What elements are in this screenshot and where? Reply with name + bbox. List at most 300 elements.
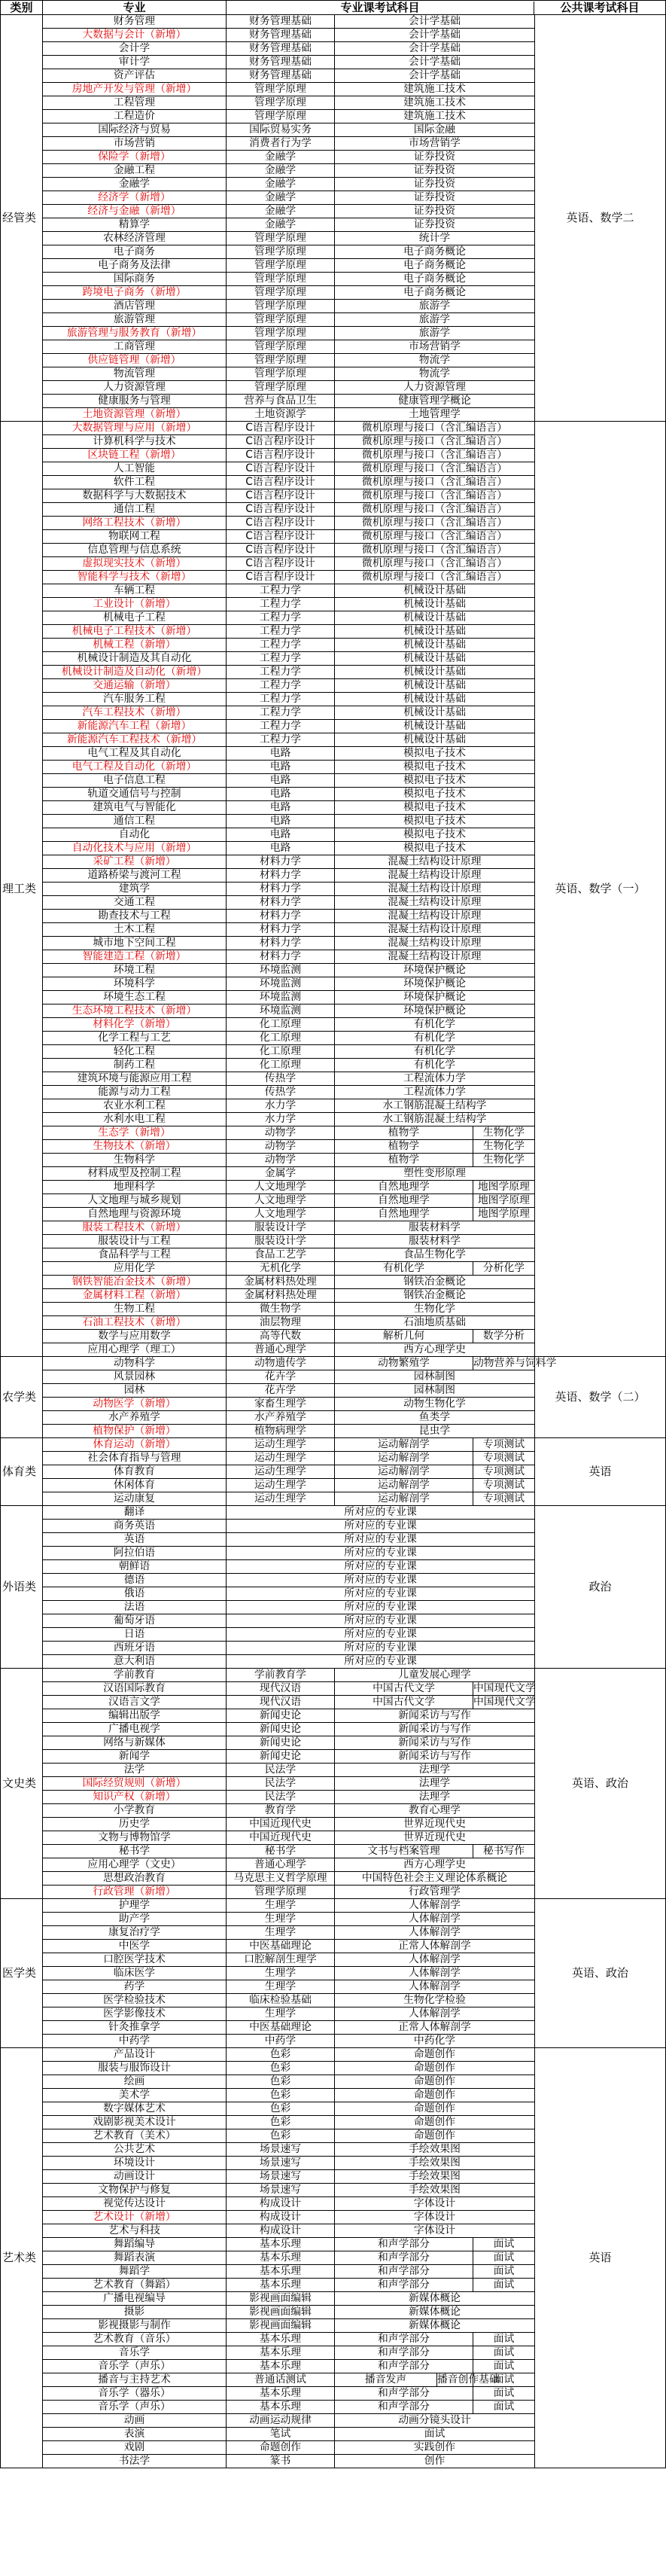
subject-cell: 创作	[335, 2455, 535, 2468]
header-subjects	[227, 1, 666, 15]
major-cell: 环境生态工程	[43, 991, 227, 1004]
subject-cell: 财务管理基础	[227, 29, 335, 42]
subject-cell: 中国现代文学	[473, 1682, 536, 1694]
subject-cell: 管理学原理	[227, 313, 335, 327]
subject-cell: 中医基础理论	[227, 1940, 335, 1953]
subject-cell: 金融学	[227, 164, 335, 178]
subject-cell: 影视画面编辑	[227, 2292, 335, 2306]
subject-cell: 工程力学	[227, 693, 335, 706]
major-cell: 编辑出版学	[43, 1709, 227, 1723]
subject-cell: 材料力学	[227, 896, 335, 910]
major-cell: 商务英语	[43, 1520, 227, 1533]
subject-cell: 动物遗传学	[227, 1357, 335, 1370]
major-cell: 经济与金融（新增）	[43, 205, 227, 218]
subject-cell: 动物繁殖学	[335, 1357, 473, 1370]
major-cell: 物流管理	[43, 367, 227, 381]
subject-cell: 生物化学	[473, 1126, 535, 1140]
subject-cell: 自然地理学	[335, 1208, 473, 1221]
major-cell: 广播电视编导	[43, 2292, 227, 2306]
subject-cell: 模拟电子技术	[335, 842, 535, 855]
subject-cell: C语言程序设计	[227, 517, 335, 530]
major-cell: 生态学（新增）	[43, 1126, 227, 1140]
public-subject-cell: 英语、数学（一）	[535, 422, 666, 1357]
subject-cell: 国际贸易实务	[227, 123, 335, 137]
subject-cell: 生理学	[227, 1913, 335, 1926]
subject-cell: 微机原理与接口（含汇编语言）	[335, 557, 535, 571]
major-cell: 新能源汽车工程（新增）	[43, 720, 227, 733]
subject-cell: 园林制图	[335, 1370, 535, 1384]
major-cell: 道路桥梁与渡河工程	[43, 869, 227, 883]
subject-cell: 会计学基础	[335, 69, 535, 83]
major-cell: 人力资源管理	[43, 381, 227, 395]
major-cell: 口腔医学技术	[43, 1953, 227, 1967]
major-cell: 应用心理学（理工）	[43, 1343, 227, 1357]
subject-cell: 证券投资	[335, 178, 535, 191]
major-cell: 戏剧影视美术设计	[43, 2116, 227, 2129]
major-cell: 思想政治教育	[43, 1872, 227, 1886]
subject-cell: 环境监测	[227, 1004, 335, 1018]
major-cell: 阿拉伯语	[43, 1547, 227, 1560]
subject-cell: 构成设计	[227, 2211, 335, 2224]
subject-cell: C语言程序设计	[227, 503, 335, 517]
major-cell: 农林经济管理	[43, 232, 227, 245]
subject-cell: 生理学	[227, 1980, 335, 1994]
subject-cell: 消费者行为学	[227, 137, 335, 151]
major-cell: 物联网工程	[43, 530, 227, 544]
major-cell: 动画	[43, 2414, 227, 2428]
subject-cell: 电子商务概论	[335, 245, 535, 259]
major-cell: 跨境电子商务（新增）	[43, 286, 227, 300]
major-cell: 休育运动（新增）	[43, 1438, 227, 1452]
subject-cell: 和声学部分	[335, 2346, 473, 2360]
major-cell: 市场营销	[43, 137, 227, 151]
subject-cell: 化工原理	[227, 1032, 335, 1045]
major-cell: 汉语言文学	[43, 1696, 227, 1709]
major-cell: 智能科学与技术（新增）	[43, 571, 227, 584]
subject-cell: 面试	[473, 2401, 535, 2414]
subject-cell: 所对应的专业课	[227, 1655, 535, 1669]
subject-cell: 工程力学	[227, 706, 335, 720]
major-cell: 小学教育	[43, 1804, 227, 1818]
subject-cell: 工程力学	[227, 652, 335, 666]
subject-cell: 普通心理学	[227, 1858, 335, 1872]
subject-cell: 材料力学	[227, 910, 335, 923]
major-cell: 文物保护与修复	[43, 2184, 227, 2197]
subject-cell: 财务管理基础	[227, 69, 335, 83]
table-row	[1, 1669, 666, 1682]
subject-cell: 命题创作	[335, 2062, 535, 2075]
subject-cell: 化工原理	[227, 1018, 335, 1032]
subject-cell: C语言程序设计	[227, 571, 335, 584]
subject-cell: 模拟电子技术	[335, 788, 535, 801]
header-row	[1, 1, 666, 15]
subject-cell: 植物病理学	[227, 1425, 335, 1438]
major-cell: 行政管理（新增）	[43, 1886, 227, 1899]
major-cell: 汉语国际教育	[43, 1682, 227, 1696]
major-cell: 法语	[43, 1601, 227, 1614]
header-major: 专业	[43, 1, 227, 15]
subject-cell: 字体设计	[335, 2211, 535, 2224]
subject-cell: 管理学原理	[227, 110, 335, 123]
subject-cell: 法理学	[335, 1791, 535, 1804]
subject-cell: 工程力学	[227, 639, 335, 652]
subject-cell: 环境监测	[227, 991, 335, 1004]
subject-cell: 和声学部分	[335, 2279, 473, 2292]
subject-cell: 中药学	[227, 2035, 335, 2048]
major-cell: 计算机科学与技术	[43, 435, 227, 449]
subject-cell: 工程力学	[227, 611, 335, 625]
subject-cell: 人体解剖学	[335, 1913, 535, 1926]
subject-cell: 传热学	[227, 1086, 335, 1099]
subject-cell: 财务管理基础	[227, 56, 335, 69]
subject-cell: 运动解剖学	[335, 1438, 473, 1452]
subject-cell: 电路	[227, 761, 335, 774]
subject-cell: 中国古代文学	[335, 1682, 473, 1696]
subject-cell: 植物学	[335, 1140, 473, 1154]
subject-cell: 运动生理学	[227, 1479, 335, 1492]
subject-cell: 基本乐理	[227, 2265, 335, 2279]
subject-cell: 所对应的专业课	[227, 1642, 535, 1655]
subject-cell: 微机原理与接口（含汇编语言）	[335, 476, 535, 489]
major-cell: 财务管理	[43, 15, 227, 29]
subject-cell: 管理学原理	[227, 367, 335, 381]
subject-cell: 植物学	[335, 1126, 473, 1140]
subject-cell: 所对应的专业课	[227, 1520, 535, 1533]
subject-cell: 基本乐理	[227, 2251, 335, 2265]
subject-cell: 工程流体力学	[335, 1072, 535, 1086]
major-cell: 生物科学	[43, 1154, 227, 1167]
subject-cell: 民法学	[227, 1791, 335, 1804]
subject-cell: 微机原理与接口（含汇编语言）	[335, 449, 535, 462]
subject-cell: 生理学	[227, 1926, 335, 1940]
subject-cell: 字体设计	[335, 2224, 535, 2238]
major-cell: 中医学	[43, 1940, 227, 1953]
major-cell: 城市地下空间工程	[43, 937, 227, 950]
subject-cell: 教育学	[227, 1804, 335, 1818]
major-cell: 地理科学	[43, 1181, 227, 1194]
subject-cell: 中国古代文学	[335, 1696, 473, 1709]
major-cell: 生态环境工程技术（新增）	[43, 1004, 227, 1018]
major-cell: 环境科学	[43, 977, 227, 991]
subject-cell: 中药化学	[335, 2035, 535, 2048]
subject-cell: 普通心理学	[227, 1343, 335, 1357]
subject-cell: 食品生物化学	[335, 1248, 535, 1262]
major-cell: 建筑电气与智能化	[43, 801, 227, 815]
subject-cell: 新闻采访与写作	[335, 1750, 535, 1764]
subject-cell: 学前教育学	[227, 1669, 335, 1682]
major-cell: 人文地理与城乡规划	[43, 1194, 227, 1208]
subject-cell: 运动解剖学	[335, 1465, 473, 1479]
table-row	[1, 2048, 666, 2062]
table-row	[1, 422, 666, 435]
category-cell: 医学类	[1, 1899, 43, 2048]
subject-cell: 中国现代文学	[473, 1696, 536, 1708]
subject-cell: 混凝土结构设计原理	[335, 910, 535, 923]
subject-cell: 混凝土结构设计原理	[335, 883, 535, 896]
major-cell: 美术学	[43, 2089, 227, 2102]
major-cell: 生物技术（新增）	[43, 1140, 227, 1154]
major-cell: 医学检验技术	[43, 1994, 227, 2007]
major-cell: 虚拟现实技术（新增）	[43, 557, 227, 571]
subject-cell: 证券投资	[335, 164, 535, 178]
major-cell: 音乐学（声乐）	[43, 2401, 227, 2414]
subject-cell: 模拟电子技术	[335, 801, 535, 815]
public-subject-cell: 英语、数学（二）	[535, 1357, 666, 1438]
subject-cell: 会计学基础	[335, 15, 535, 29]
subject-cell: C语言程序设计	[227, 557, 335, 571]
subject-cell: 机械设计基础	[335, 639, 535, 652]
subject-cell: 面试	[473, 2373, 535, 2387]
subject-cell: 运动解剖学	[335, 1479, 473, 1492]
subject-cell: 自然地理学	[335, 1181, 473, 1194]
subject-cell: 国际金融	[335, 123, 535, 137]
subject-cell: 混凝土结构设计原理	[335, 855, 535, 869]
subject-cell: 西方心理学史	[335, 1858, 535, 1872]
subject-cell: 人体解剖学	[335, 1980, 535, 1994]
subject-cell: 新媒体概论	[335, 2319, 535, 2333]
major-cell: 通信工程	[43, 503, 227, 517]
subject-cell: 会计学基础	[335, 29, 535, 42]
subject-cell: 西方心理学史	[335, 1343, 535, 1357]
subject-cell: 管理学原理	[227, 286, 335, 300]
subject-cell: 混凝土结构设计原理	[335, 937, 535, 950]
major-cell: 轻化工程	[43, 1045, 227, 1059]
subject-cell: 工程力学	[227, 679, 335, 693]
major-cell: 石油工程技术（新增）	[43, 1316, 227, 1330]
subject-cell: 人体解剖学	[335, 1953, 535, 1967]
major-cell: 体育教育	[43, 1465, 227, 1479]
major-cell: 健康服务与管理	[43, 395, 227, 408]
subject-cell: 场景速写	[227, 2143, 335, 2157]
major-cell: 艺术设计（新增）	[43, 2211, 227, 2224]
subject-cell: 模拟电子技术	[335, 761, 535, 774]
subject-cell: 和声学部分	[335, 2360, 473, 2373]
major-cell: 电气工程及其自动化	[43, 747, 227, 761]
subject-cell: 色彩	[227, 2075, 335, 2089]
subject-cell: 秘书学	[227, 1845, 335, 1858]
major-cell: 环境工程	[43, 964, 227, 977]
subject-cell: 管理学原理	[227, 245, 335, 259]
major-cell: 服装与服饰设计	[43, 2062, 227, 2075]
major-cell: 轨道交通信号与控制	[43, 788, 227, 801]
subject-cell: 金融学	[227, 151, 335, 164]
public-subject-cell: 英语、政治	[535, 1899, 666, 2048]
major-cell: 数据科学与大数据技术	[43, 489, 227, 503]
subject-cell: 管理学原理	[227, 300, 335, 313]
subject-cell: 中国近现代史	[227, 1831, 335, 1845]
major-cell: 机械设计制造及自动化（新增）	[43, 666, 227, 679]
subject-cell: 化工原理	[227, 1045, 335, 1059]
subject-cell: 混凝土结构设计原理	[335, 923, 535, 937]
subject-cell: 法理学	[335, 1764, 535, 1777]
subject-cell: 基本乐理	[227, 2238, 335, 2251]
subject-cell: 建筑施工技术	[335, 83, 535, 96]
major-cell: 艺术教育（舞蹈）	[43, 2279, 227, 2292]
major-cell: 水产养殖学	[43, 1411, 227, 1425]
major-cell: 影视摄影与制作	[43, 2319, 227, 2333]
subject-cell: 高等代数	[227, 1330, 335, 1343]
subject-cell: C语言程序设计	[227, 489, 335, 503]
subject-cell: C语言程序设计	[227, 449, 335, 462]
subject-cell: 面试	[473, 2238, 535, 2251]
subject-cell: 电路	[227, 828, 335, 842]
subject-cell: 动画运动规律	[227, 2414, 335, 2428]
subject-cell: 无机化学	[227, 1262, 335, 1276]
subject-cell: 所对应的专业课	[227, 1574, 535, 1587]
table-row	[1, 1357, 666, 1370]
subject-cell: 混凝土结构设计原理	[335, 896, 535, 910]
major-cell: 广播电视学	[43, 1723, 227, 1736]
subject-cell: 会计学基础	[335, 56, 535, 69]
subject-cell: 市场营销学	[335, 340, 535, 354]
subject-cell: 管理学原理	[227, 381, 335, 395]
major-cell: 药学	[43, 1980, 227, 1994]
subject-cell: 面试	[473, 2387, 535, 2401]
major-cell: 康复治疗学	[43, 1926, 227, 1940]
subject-cell: 运动解剖学	[335, 1452, 473, 1465]
subject-cell: 运动生理学	[227, 1492, 335, 1506]
major-cell: 俄语	[43, 1587, 227, 1601]
subject-cell: 土地管理学	[335, 408, 535, 422]
subject-cell: 现代汉语	[227, 1682, 335, 1696]
subject-cell: 所对应的专业课	[227, 1587, 535, 1601]
major-cell: 中药学	[43, 2035, 227, 2048]
major-cell: 勘查技术与工程	[43, 910, 227, 923]
major-cell: 针灸推拿学	[43, 2021, 227, 2035]
subject-cell: 动物学	[227, 1140, 335, 1154]
subject-cell: 分析化学	[473, 1262, 535, 1276]
subject-cell: 环境保护概论	[335, 977, 535, 991]
major-cell: 工程造价	[43, 110, 227, 123]
subject-cell: 自然地理学	[335, 1194, 473, 1208]
subject-cell: 影视画面编辑	[227, 2306, 335, 2319]
major-cell: 学前教育	[43, 1669, 227, 1682]
subject-cell: 新闻采访与写作	[335, 1723, 535, 1736]
major-cell: 车辆工程	[43, 584, 227, 598]
subject-cell: 有机化学	[335, 1262, 473, 1276]
subject-cell: 所对应的专业课	[227, 1533, 535, 1547]
subject-cell: 管理学原理	[227, 354, 335, 367]
subject-cell: 篆书	[227, 2455, 335, 2468]
subject-cell: 工程力学	[227, 598, 335, 611]
subject-cell: 电子商务概论	[335, 259, 535, 273]
subject-cell: 物流学	[335, 354, 535, 367]
major-cell: 自动化	[43, 828, 227, 842]
subject-cell: 模拟电子技术	[335, 815, 535, 828]
subject-cell: 正常人体解剖学	[335, 1940, 535, 1953]
public-subject-cell: 英语、政治	[535, 1669, 666, 1899]
major-cell: 英语	[43, 1533, 227, 1547]
major-cell: 视觉传达设计	[43, 2197, 227, 2211]
major-cell: 园林	[43, 1384, 227, 1398]
subject-cell: C语言程序设计	[227, 462, 335, 476]
subject-cell: C语言程序设计	[227, 476, 335, 489]
major-cell: 摄影	[43, 2306, 227, 2319]
subject-cell: 教育心理学	[335, 1804, 535, 1818]
major-cell: 大数据与会计（新增）	[43, 29, 227, 42]
subject-cell: 新媒体概论	[335, 2306, 535, 2319]
major-cell: 土地资源管理（新增）	[43, 408, 227, 422]
major-cell: 生物工程	[43, 1303, 227, 1316]
subject-cell: 现代汉语	[227, 1696, 335, 1709]
subject-cell: 钢铁冶金概论	[335, 1276, 535, 1289]
major-cell: 戏剧	[43, 2441, 227, 2455]
major-cell: 医学影像技术	[43, 2007, 227, 2021]
major-cell: 休闲体育	[43, 1479, 227, 1492]
subject-cell: 专项测试	[473, 1438, 535, 1452]
major-cell: 国际商务	[43, 273, 227, 286]
subject-cell: 建筑施工技术	[335, 96, 535, 110]
subject-cell: 和声学部分	[335, 2265, 473, 2279]
subject-cell: 工程力学	[227, 666, 335, 679]
major-cell: 葡萄牙语	[43, 1614, 227, 1628]
subject-cell: 中医基础理论	[227, 2021, 335, 2035]
major-cell: 旅游管理与服务教育（新增）	[43, 327, 227, 340]
major-cell: 书法学	[43, 2455, 227, 2468]
subject-cell: 管理学原理	[227, 96, 335, 110]
subject-cell: 基本乐理	[227, 2333, 335, 2346]
major-cell: 智能建造工程（新增）	[43, 950, 227, 964]
subject-cell: 基本乐理	[227, 2279, 335, 2292]
major-cell: 供应链管理（新增）	[43, 354, 227, 367]
subject-cell: 生物化学检验	[335, 1994, 535, 2007]
subject-cell: 色彩	[227, 2116, 335, 2129]
subject-cell: 电路	[227, 774, 335, 788]
subject-cell: 秘书写作	[473, 1845, 535, 1858]
public-subject-cell: 英语、数学二	[535, 15, 666, 422]
subject-cell: 面试	[473, 2251, 535, 2265]
subject-cell: 金融学	[227, 218, 335, 232]
subject-cell: 机械设计基础	[335, 598, 535, 611]
subject-cell: 营养与食品卫生	[227, 395, 335, 408]
subject-cell: 人文地理学	[227, 1194, 335, 1208]
major-cell: 动物医学（新增）	[43, 1398, 227, 1411]
major-cell: 运动康复	[43, 1492, 227, 1506]
subject-cell: 手绘效果图	[335, 2157, 535, 2170]
subject-cell: 场景速写	[227, 2157, 335, 2170]
subject-cell: 电路	[227, 788, 335, 801]
subject-cell: 水力学	[227, 1099, 335, 1113]
table-row	[1, 15, 666, 29]
subject-cell: 命题创作	[335, 2075, 535, 2089]
subject-cell: 有机化学	[335, 1059, 535, 1072]
subject-cell: 笔试	[227, 2428, 335, 2441]
subject-cell: 金属学	[227, 1167, 335, 1181]
major-cell: 舞蹈编导	[43, 2238, 227, 2251]
major-cell: 应用化学	[43, 1262, 227, 1276]
subject-cell: 工程力学	[227, 720, 335, 733]
category-cell: 理工类	[1, 422, 43, 1357]
subject-cell: 微机原理与接口（含汇编语言）	[335, 489, 535, 503]
subject-cell: 服装材料学	[335, 1235, 535, 1248]
subject-cell: 有机化学	[335, 1045, 535, 1059]
major-cell: 历史学	[43, 1818, 227, 1831]
subject-cell: 植物学	[335, 1154, 473, 1167]
subject-cell: 旅游学	[335, 300, 535, 313]
major-cell: 土木工程	[43, 923, 227, 937]
subject-cell: 电子商务概论	[335, 286, 535, 300]
subject-cell: 工程力学	[227, 625, 335, 639]
subject-cell: 运动解剖学	[335, 1492, 473, 1506]
major-cell: 钢铁智能冶金技术（新增）	[43, 1276, 227, 1289]
subject-cell: 人体解剖学	[335, 2007, 535, 2021]
major-cell: 旅游管理	[43, 313, 227, 327]
subject-cell: 机械设计基础	[335, 652, 535, 666]
major-cell: 金融工程	[43, 164, 227, 178]
subject-cell: 行政管理学	[335, 1886, 535, 1899]
major-cell: 绘画	[43, 2075, 227, 2089]
subject-cell: 命题创作	[335, 2089, 535, 2102]
